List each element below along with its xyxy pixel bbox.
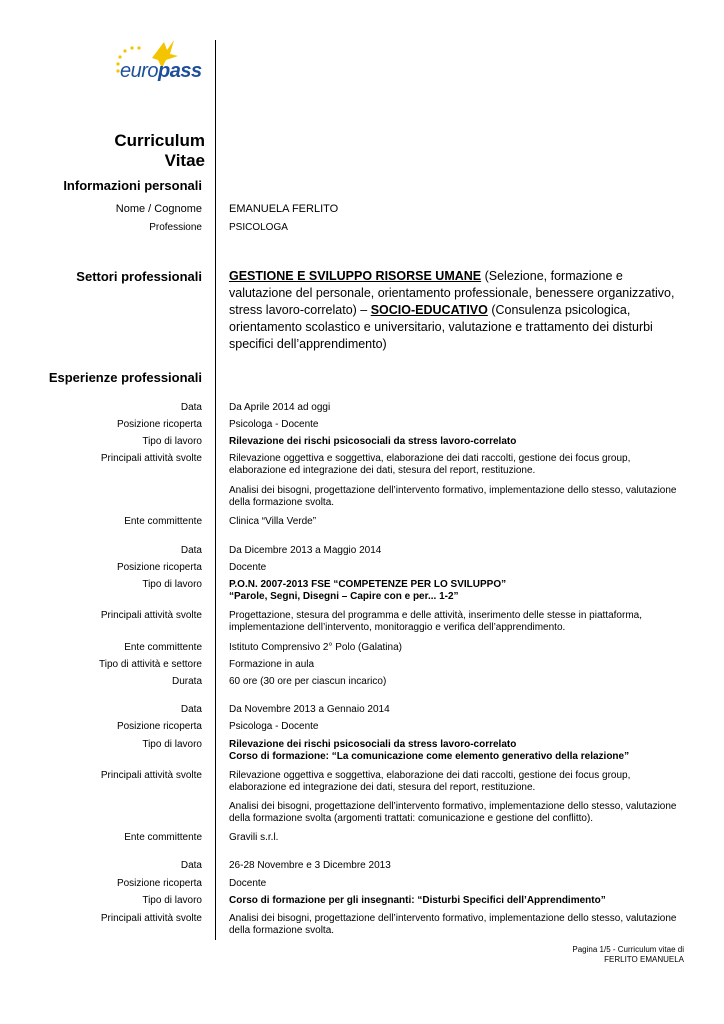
sector-hr-title: GESTIONE E SVILUPPO RISORSE UMANE [229,269,482,283]
entry2-position: Docente [229,562,267,573]
entry3-activities-2: Analisi dei bisogni, progettazione dell’intervento formativo, implementazione dello stesso, valutazione della formazione svolta (argomenti trattati: comunicazione e gestione del conflitto). [229,801,677,824]
label-activities: Principali attività svolte [100,770,202,781]
label-activities: Principali attività svolte [100,453,202,464]
label-date: Data [180,402,202,413]
entry3-activities-1: Rilevazione oggettiva e soggettiva, elaborazione dei dati raccolti, gestione dei focus group, elaborazione ed integrazione dei dati, stesura del report, restituzione. [229,770,631,793]
label-position: Posizione ricoperta [116,562,202,573]
section-heading-personal: Informazioni personali [63,178,202,193]
label-activities: Principali attività svolte [100,610,202,621]
entry2-activities: Progettazione, stesura del programma e delle attività, inserimento delle stesse in piattaforma, implementazione dell’intervento, monitoraggio e verifica dell’apprendimento. [229,610,642,633]
column-divider [215,40,216,940]
entry1-position: Psicologa - Docente [229,419,319,430]
sector-socio-title: SOCIO-EDUCATIVO [370,303,488,317]
document-title: Curriculum Vitae [114,131,205,170]
label-client: Ente committente [124,516,202,527]
sector-socio-desc: (Consulenza psicologica, orientamento scolastico e universitario, valutazione e trattamento dei disturbi specifici dell’apprendimento) [229,303,653,351]
entry2-type-2: “Parole, Segni, Disegni – Capire con e per... 1-2” [229,591,459,602]
name-label: Nome / Cognome [115,203,202,215]
job-label: Professione [149,222,202,233]
entry2-date: Da Dicembre 2013 a Maggio 2014 [229,545,382,556]
job-value: PSICOLOGA [229,222,288,233]
entry2-type-1: P.O.N. 2007-2013 FSE “COMPETENZE PER LO SVILUPPO” [229,579,507,590]
entry2-client: Istituto Comprensivo 2° Polo (Galatina) [229,642,402,653]
footer-line-2: FERLITO EMANUELA [604,955,684,964]
footer-line-1: Pagina 1/5 - Curriculum vitae di [572,945,684,954]
entry1-date: Da Aprile 2014 ad oggi [229,402,331,413]
europass-logo: europass [120,60,202,82]
entry1-activities-1: Rilevazione oggettiva e soggettiva, elaborazione dei dati raccolti, gestione dei focus group, elaborazione ed integrazione dei dati, stesura del report, restituzione. [229,453,631,476]
entry4-date: 26-28 Novembre e 3 Dicembre 2013 [229,860,391,871]
label-activity-type: Tipo di attività e settore [98,659,202,670]
label-duration: Durata [171,676,202,687]
entry1-type: Rilevazione dei rischi psicosociali da stress lavoro-correlato [229,436,517,447]
label-date: Data [180,860,202,871]
label-position: Posizione ricoperta [116,419,202,430]
label-client: Ente committente [124,642,202,653]
entry1-activities-2: Analisi dei bisogni, progettazione dell’intervento formativo, implementazione dello stesso, valutazione della formazione svolta. [229,485,677,508]
entry3-client: Gravili s.r.l. [229,832,279,843]
label-date: Data [180,704,202,715]
label-date: Data [180,545,202,556]
label-position: Posizione ricoperta [116,878,202,889]
sectors-text [229,268,687,353]
label-position: Posizione ricoperta [116,721,202,732]
entry1-client: Clinica “Villa Verde” [229,516,317,527]
entry4-position: Docente [229,878,267,889]
sector-hr-desc: (Selezione, formazione e valutazione del personale, orientamento professionale, benessere organizzativo, stress lavoro-correlato) – [229,269,675,317]
page-footer [572,945,684,965]
entry3-position: Psicologa - Docente [229,721,319,732]
entry4-activities: Analisi dei bisogni, progettazione dell’intervento formativo, implementazione dello stesso, valutazione della formazione svolta. [229,913,677,936]
label-type: Tipo di lavoro [142,436,202,447]
label-type: Tipo di lavoro [142,739,202,750]
label-activities: Principali attività svolte [100,913,202,924]
entry3-date: Da Novembre 2013 a Gennaio 2014 [229,704,390,715]
section-heading-sectors: Settori professionali [76,269,202,284]
entry2-duration: 60 ore (30 ore per ciascun incarico) [229,676,387,687]
entry4-type: Corso di formazione per gli insegnanti: “Disturbi Specifici dell’Apprendimento” [229,895,606,906]
entry2-activity-type: Formazione in aula [229,659,315,670]
entry3-type-1: Rilevazione dei rischi psicosociali da stress lavoro-correlato [229,739,517,750]
entry3-type-2: Corso di formazione: “La comunicazione come elemento generativo della relazione” [229,751,630,762]
label-type: Tipo di lavoro [142,579,202,590]
section-heading-experience: Esperienze professionali [48,370,202,385]
label-client: Ente committente [124,832,202,843]
name-value: EMANUELA FERLITO [229,203,339,215]
label-type: Tipo di lavoro [142,895,202,906]
